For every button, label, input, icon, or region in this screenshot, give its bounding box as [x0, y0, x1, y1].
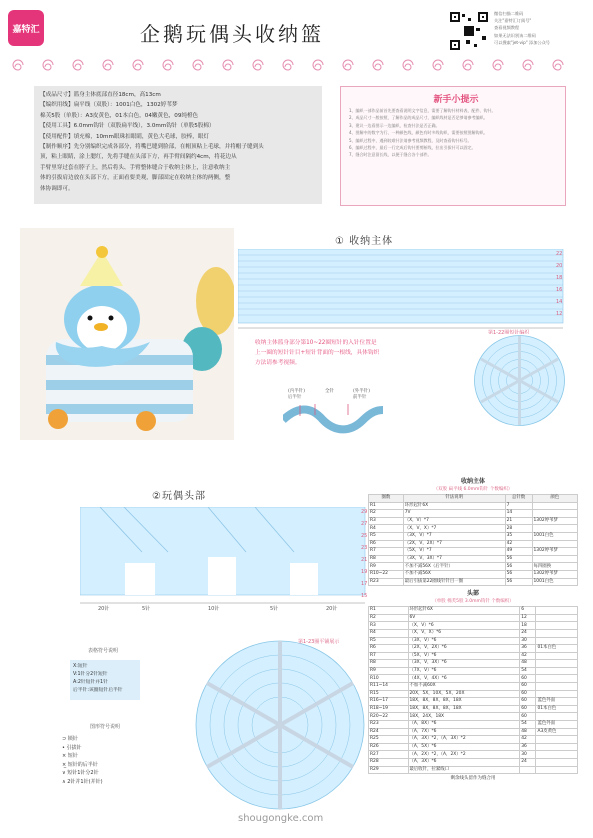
tip-3: 3、建议一边看图示一边编织，检查针法是否正确。 [349, 122, 440, 128]
table-cell: R8 [369, 660, 409, 668]
table-cell: （X，V，X）*6 [408, 629, 520, 637]
tip-7: 7、缝合时注意留长线，以便于缝合各个部件。 [349, 152, 432, 158]
table-title-main: 收纳主体 [460, 478, 485, 485]
red-note-line-1: 收纳主体篮身部分第10~22圈短针的入针位置是 [255, 340, 377, 346]
table-cell: R8 [369, 555, 404, 563]
table-cell: 42 [520, 652, 536, 660]
info-yarn: 【编织用线】扁平线（双股）：1001白色，1302婷苇梦 [40, 102, 178, 109]
table-header-row [369, 495, 578, 503]
table-cell: （X，V，X）*7 [403, 525, 505, 533]
svg-text:19: 19 [361, 569, 368, 575]
table-cell: （2X，V，2X）*7 [403, 540, 505, 548]
table-cell: 不加不减60X [408, 683, 520, 691]
table-cell: 最后收针，拉紧线口 [408, 766, 520, 774]
qr-notes [494, 10, 589, 46]
qr-note-3: 查看视频教程 [494, 25, 520, 31]
back-half-label: 后半针 [288, 395, 302, 400]
table-row [369, 548, 578, 556]
table-cell: A3皮黄色 [536, 728, 578, 736]
table-cell: 1302婷苇梦 [532, 517, 577, 525]
table-cell: 7 [505, 502, 532, 510]
table-row [369, 622, 578, 630]
table-subtitle-head: （单股 棉芙5股 3.0mm钩针 个数编织） [432, 599, 514, 605]
table-cell: 环形起针6X [403, 502, 505, 510]
table-cell: R9 [369, 667, 409, 675]
table-cell: R16~17 [369, 698, 409, 706]
table-row [369, 652, 578, 660]
table-cell: 60 [520, 683, 536, 691]
table-cell [532, 540, 577, 548]
table-cell: （A，3X）*6 [408, 759, 520, 767]
back-loop-icon: ×̲ [62, 761, 68, 768]
table-cell [536, 667, 578, 675]
tips-body [349, 107, 559, 159]
symbol-label-4: 短针的后半针 [67, 761, 98, 768]
head-table [368, 606, 578, 774]
table-row [369, 525, 578, 533]
table-row [369, 751, 578, 759]
table-cell: （A，8X）*6 [408, 721, 520, 729]
main-body-red-note [255, 338, 465, 368]
symbol-label-1: 锁针 [67, 736, 78, 742]
table-cell: 01本白色 [536, 645, 578, 653]
table-cell [536, 751, 578, 759]
legend-line-1: X:短针 [73, 664, 88, 669]
table-cell [536, 713, 578, 721]
table-cell: （7X，V）*6 [408, 667, 520, 675]
table-row [369, 766, 578, 774]
page-title: 企鹅玩偶头收纳篮 [140, 22, 324, 46]
head-bottom-label-1: 20针 [98, 606, 110, 612]
info-steps-1: 【制作顺序】先分别编织完成各部分，将嘴巴缝到脸部，在帽顶粘上毛球，并将帽子缝到头 [40, 144, 264, 151]
table-cell [536, 675, 578, 683]
table-cell: 60 [520, 713, 536, 721]
table-cell: R7 [369, 652, 409, 660]
table-cell: 1001白色 [532, 578, 577, 586]
table-cell [532, 525, 577, 533]
table-cell [536, 743, 578, 751]
head-circle-label: 第1-23圈平铺展示 [298, 639, 340, 645]
table-subtitle-main: （双股 扁平线 6.0mm钩针 个数编织） [433, 487, 513, 492]
table-cell: （2X，V，2X）*6 [408, 645, 520, 653]
table-cell: 20X，5X，10X，5X，20X [408, 690, 520, 698]
info-size: 【成品尺寸】篮身主体底部直径18cm，高13cm [40, 92, 161, 98]
table-cell: 18X，8X，8X，8X，18X [408, 698, 520, 706]
svg-text:29: 29 [361, 509, 368, 515]
qr-code [448, 10, 490, 52]
head-bottom-label-5: 20针 [326, 606, 338, 612]
table-cell: R1 [369, 502, 404, 510]
table-row [369, 743, 578, 751]
table-row [369, 614, 578, 622]
table-row [369, 517, 578, 525]
table-cell: 35 [505, 532, 532, 540]
svg-text:15: 15 [361, 593, 368, 599]
table-row [369, 660, 578, 668]
svg-text:27: 27 [361, 521, 368, 527]
table-cell: 54 [520, 667, 536, 675]
table-header-stitches: 总针数 [505, 495, 532, 503]
increase-icon: ∨ [62, 770, 68, 776]
info-accessories: 【使用配件】填充棉，10mm眼珠扣眼睛，黄色大毛球，胶棒，眼灯 [40, 133, 210, 140]
table-cell [536, 614, 578, 622]
table-cell: （3X，V，3X）*6 [408, 660, 520, 668]
table-cell: 56 [505, 578, 532, 586]
main-body-table [368, 494, 578, 586]
table-cell: R18~19 [369, 705, 409, 713]
table-cell: （3X，V）*7 [403, 532, 505, 540]
table-cell: 60 [520, 698, 536, 706]
symbol-row-1 [62, 735, 182, 744]
table-cell: 49 [505, 548, 532, 556]
legend-title: 表格符号说明 [88, 648, 119, 654]
table-cell [536, 629, 578, 637]
table-row [369, 629, 578, 637]
table-cell: R9 [369, 563, 404, 571]
table-cell: 蓝色外面 [536, 698, 578, 706]
table-cell: R23 [369, 578, 404, 586]
table-cell [536, 652, 578, 660]
table-row [369, 721, 578, 729]
head-chart [80, 507, 370, 612]
table-cell: 24 [520, 759, 536, 767]
table-cell [536, 759, 578, 767]
red-note-line-2: 上一圈的短针针目+短针背面的一根线，具体钩织 [255, 350, 380, 356]
section-main-body-title: ① 收纳主体 [335, 236, 394, 247]
single-crochet-icon: × [62, 753, 68, 759]
table-cell [536, 690, 578, 698]
table-cell: R10 [369, 675, 409, 683]
table-cell: 60 [520, 675, 536, 683]
table-cell [536, 766, 578, 774]
symbol-label-2: 引拔针 [66, 744, 82, 751]
project-info-box [34, 86, 322, 204]
table-cell: 12 [520, 614, 536, 622]
table-row [369, 683, 578, 691]
table-cell: 每四圈换 [532, 563, 577, 571]
main-body-chart [238, 249, 568, 334]
tip-6: 6、编织过程中，最后一行完成后钩针要剪断线，拉出引拔针可以固定。 [349, 145, 476, 151]
table-cell: 56 [505, 570, 532, 578]
table-cell: （5X，V）*6 [408, 652, 520, 660]
table-cell: 蓝色外面 [536, 721, 578, 729]
qr-note-5: 可以搜索"jet-vip" 添加公众号 [494, 39, 550, 45]
table-cell: R6 [369, 540, 404, 548]
table-cell: R1 [369, 607, 409, 615]
table-cell: （3X，V，3X）*7 [403, 555, 505, 563]
table-cell: 18X，8X，8X，8X，18X [408, 705, 520, 713]
table-row [369, 698, 578, 706]
legend-line-4: 后半针:该圈短针后半针 [73, 688, 123, 693]
table-header-color: 颜色 [532, 495, 577, 503]
table-cell: 1302婷苇梦 [532, 548, 577, 556]
decrease-icon: ∧ [62, 778, 68, 785]
table-cell: 28 [505, 525, 532, 533]
table-cell: R20~22 [369, 713, 409, 721]
svg-text:18: 18 [556, 275, 563, 281]
table-cell: R3 [369, 622, 409, 630]
table-cell: 6 [520, 607, 536, 615]
table-cell: R23 [369, 721, 409, 729]
table-header-instructions: 针法说明 [403, 495, 505, 503]
table-cell: 36 [520, 645, 536, 653]
spiral-decoration-row [0, 58, 593, 76]
table-row [369, 667, 578, 675]
table-cell [536, 607, 578, 615]
table-cell: （5X，V）*7 [403, 548, 505, 556]
table-cell: （3X，V）*6 [408, 637, 520, 645]
table-cell [536, 637, 578, 645]
symbol-row-4 [62, 761, 182, 770]
table-row [369, 563, 578, 571]
qr-note-2: 关注"嘉特汇订阅号" [494, 18, 532, 24]
tip-1: 1、编织一部作品前首先要查看说明文字信息，需要了解钩针材料表、配件、钩针。 [349, 108, 496, 113]
table-cell: R24 [369, 728, 409, 736]
table-cell: （A，7X）*6 [408, 728, 520, 736]
table-row [369, 736, 578, 744]
table-cell: 42 [520, 736, 536, 744]
table-cell [536, 736, 578, 744]
site-watermark: shougongke.com [238, 813, 324, 824]
red-note-line-3: 方法请参考视频。 [255, 360, 301, 366]
table-row [369, 675, 578, 683]
head-circle-diagram [190, 635, 370, 815]
symbol-row-6 [62, 778, 182, 787]
table-row [369, 532, 578, 540]
table-cell: （X，V）*7 [403, 517, 505, 525]
table-cell: （A，3X）*2，（A，3X）*2 [408, 736, 520, 744]
table-cell [532, 555, 577, 563]
table-row [369, 713, 578, 721]
table-cell: 1302婷苇梦 [532, 570, 577, 578]
qr-note-1: 微信扫描二维码 [494, 11, 524, 16]
table-cell: R25 [369, 736, 409, 744]
table-cell: R3 [369, 517, 404, 525]
table-cell: R5 [369, 532, 404, 540]
table-cell: R28 [369, 759, 409, 767]
svg-text:17: 17 [361, 581, 368, 587]
chain-stitch-icon: ⊃ [62, 736, 68, 742]
outer-half-label: (外半针) [353, 389, 371, 394]
table-row [369, 555, 578, 563]
full-stitch-label: 全针 [325, 389, 334, 394]
brand-logo [8, 10, 44, 46]
inner-half-label: (内半针) [288, 389, 306, 394]
svg-text:25: 25 [361, 533, 368, 539]
table-header-round: 圈数 [369, 495, 404, 503]
symbols-box [62, 735, 182, 786]
table-cell: （A，2X）*2，（A，2X）*2 [408, 751, 520, 759]
table-cell: R11~14 [369, 683, 409, 691]
table-cell: 6V [408, 614, 520, 622]
symbol-row-2 [62, 744, 182, 753]
table-row [369, 540, 578, 548]
table-cell [532, 502, 577, 510]
table-row [369, 607, 578, 615]
info-steps-5: 体协调即可。 [40, 185, 74, 192]
table-cell: 30 [520, 751, 536, 759]
table-row [369, 690, 578, 698]
main-body-chart-label: 第1-22圈短针编织 [488, 330, 530, 334]
tips-title: 新手小提示 [433, 95, 479, 105]
table-cell: 21 [505, 517, 532, 525]
table-cell [536, 660, 578, 668]
svg-text:22: 22 [556, 251, 563, 257]
svg-text:20: 20 [556, 263, 563, 269]
table-cell [536, 683, 578, 691]
head-bottom-label-2: 5针 [142, 606, 151, 612]
table-cell: 18 [520, 622, 536, 630]
table-cell: 7V [403, 510, 505, 518]
tip-4: 4、图解中的数字为行、一种颜色线，颜色有时多线钩织，需要按照图解钩织。 [349, 130, 488, 136]
table-footer-note: 剩余线头留作为缝合用 [450, 776, 496, 782]
table-cell: 48 [520, 728, 536, 736]
table-row [369, 705, 578, 713]
table-cell: 不加不减56X [403, 570, 505, 578]
table-row [369, 759, 578, 767]
table-cell: （4X，V，4X）*6 [408, 675, 520, 683]
table-cell: R26 [369, 743, 409, 751]
slip-stitch-icon: • [62, 744, 67, 751]
table-cell: 30 [520, 637, 536, 645]
symbol-row-3 [62, 752, 182, 761]
table-row [369, 578, 578, 586]
symbol-label-6: 2针并1针(并针) [67, 778, 103, 785]
table-cell [520, 766, 536, 774]
table-cell: 36 [520, 743, 536, 751]
table-cell: R7 [369, 548, 404, 556]
table-cell: （A，5X）*6 [408, 743, 520, 751]
symbol-row-5 [62, 769, 182, 778]
table-cell: R2 [369, 614, 409, 622]
table-cell: 42 [505, 540, 532, 548]
brand-label: 嘉特汇 [12, 24, 40, 35]
info-tools: 【使用工具】6.0mm钩针（双股扁平线），3.0mm钩针（单股5股棉） [40, 123, 215, 130]
stitch-diagram [283, 386, 383, 436]
svg-text:16: 16 [556, 287, 563, 293]
table-cell: 24 [520, 629, 536, 637]
front-half-label: 前半针 [353, 395, 367, 400]
table-cell: 不加不减56X（后半针） [403, 563, 505, 571]
table-cell: 01本白色 [536, 705, 578, 713]
table-cell: 56 [505, 563, 532, 571]
table-row [369, 645, 578, 653]
info-steps-3: 手臂里穿过套在脖子上，然后将头、手臂整体缝合于收纳主体上，注意收纳主 [40, 164, 231, 171]
legend-line-2: V:1针分2针短针 [73, 672, 108, 677]
table-cell: R4 [369, 525, 404, 533]
section-head-title: ②玩偶头部 [152, 491, 206, 502]
symbol-label-5: 短针1针分2针 [67, 770, 99, 776]
table-cell: 环形起针6X [408, 607, 520, 615]
table-cell: 1001白色 [532, 532, 577, 540]
qr-note-4: 如果无法识别该二维码 [494, 32, 536, 38]
table-row [369, 570, 578, 578]
symbols-title: 图形符号说明 [90, 724, 121, 730]
svg-text:14: 14 [556, 299, 563, 305]
legend-box [70, 660, 140, 700]
table-cell: 18X，24X，18X [408, 713, 520, 721]
table-cell: R15 [369, 690, 409, 698]
table-cell: 14 [505, 510, 532, 518]
svg-text:21: 21 [361, 557, 368, 563]
table-row [369, 502, 578, 510]
table-cell [532, 510, 577, 518]
table-cell: R2 [369, 510, 404, 518]
table-cell: R27 [369, 751, 409, 759]
beginner-tips-box [340, 86, 566, 206]
head-bottom-label-3: 10针 [208, 606, 220, 612]
table-cell: 48 [520, 660, 536, 668]
product-photo [20, 228, 234, 440]
table-cell: R10~22 [369, 570, 404, 578]
table-row [369, 637, 578, 645]
svg-text:23: 23 [361, 545, 368, 551]
table-cell: R4 [369, 629, 409, 637]
table-cell: R29 [369, 766, 409, 774]
table-title-head: 头部 [466, 590, 479, 598]
table-cell: 60 [520, 690, 536, 698]
table-cell: 60 [520, 705, 536, 713]
table-cell: 54 [520, 721, 536, 729]
symbol-label-3: 短针 [67, 753, 78, 759]
table-row [369, 510, 578, 518]
main-body-circle-diagram [472, 333, 567, 428]
info-yarn-2: 棉芙5股（单股）：A3皮黄色，01本白色，04嫩黄色，09纯橙色 [40, 112, 199, 119]
head-bottom-label-4: 5针 [270, 606, 279, 612]
table-row [369, 728, 578, 736]
tip-5: 5、编织过程中，遇到较难针法请参考视频教程，及时查看钩针标号。 [349, 137, 472, 143]
info-steps-2: 顶，粘上眼睛，涂上腮红，先将手缝在头部下方，再手臂间隔约4cm，将花边从 [40, 154, 237, 161]
info-steps-4: 体的引拔肩边放在头部下方，正面看要美观，脚部固定在收纳主体的两侧，整 [40, 175, 231, 182]
legend-line-3: A:2针短针并1针 [73, 680, 108, 685]
table-cell [536, 622, 578, 630]
table-cell: 最后引拔第22圈线针针目一圈 [403, 578, 505, 586]
svg-text:12: 12 [556, 311, 563, 317]
table-cell: R6 [369, 645, 409, 653]
table-cell: R5 [369, 637, 409, 645]
pattern-table [368, 476, 578, 781]
table-cell: （X，V）*6 [408, 622, 520, 630]
table-cell: 56 [505, 555, 532, 563]
tip-2: 2、成品尺寸一般按照，了解作品的成品尺寸，编织线材是否足够请参考编织。 [349, 115, 488, 121]
